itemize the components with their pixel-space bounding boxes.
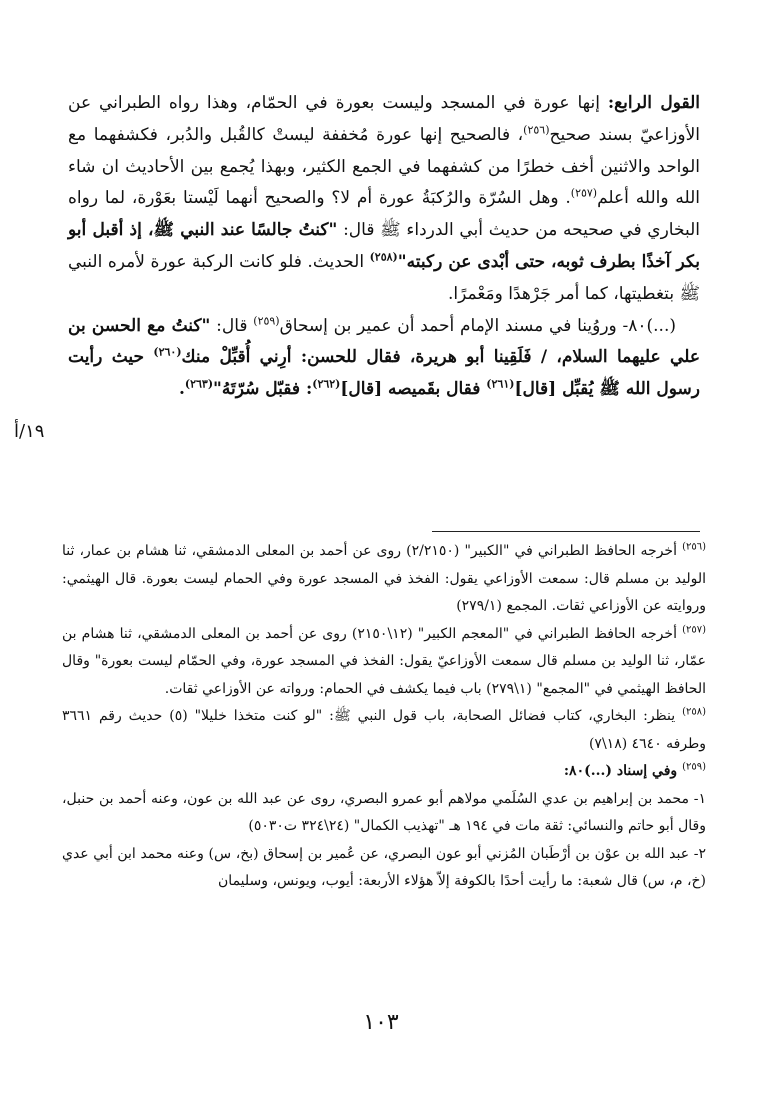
- footnote-text: وفي إسناد (...)٨٠:: [563, 763, 683, 779]
- footnote-text: ١- محمد بن إبراهيم بن عدي السُلَمي مولاهم أبو عمرو البصري، روى عن عبد الله بن عون، وعنه أحمد بن حنبل، وقال أبو حاتم والنسائي: ثقة مات في ١٩٤ هـ "تهذيب الكمال" (٢٤\٣٢٤ ت٥٠٣٠): [62, 790, 706, 834]
- hadith-quote: حيث رأيت رسول الله ﷺ يُقبِّل [قال]: [68, 347, 700, 400]
- paragraph-1: [68, 88, 700, 311]
- footnote-number: (٢٥٩): [682, 761, 706, 773]
- footnote-ref: (٢٦٠): [153, 345, 182, 359]
- footnote-number: (٢٥٨): [682, 706, 706, 718]
- main-text: [68, 88, 700, 406]
- footnote-text: ٢- عبد الله بن عوْن بن أرْطَبان المُزني أبو عون البصري، عن عُمير بن إسحاق (بخ، س) وعنه محمد ابن أبي عدي (خ، م، س) قال شعبة: ما رأيت أحدًا بالكوفة إلاّ هؤلاء الأربعة: أيوب، ويونس، وسليمان: [62, 845, 706, 889]
- footnote-ref: (٢٦١): [486, 377, 515, 391]
- footnote-ref: (٢٦٢): [312, 377, 341, 391]
- paragraph-text: . وهل السُرّة والرُكبَةُ عورة أم لا؟ والصحيح أنهما لَيْستا بعَوْرة، لما رواه البخاري في صحيحه من حديث أبي الدرداء ﷺ قال:: [68, 188, 700, 241]
- paragraph-text: ، فالصحيح إنها عورة مُخففة ليستْ كالقُبل والدُبر، فكشفهما مع الواحد والاثنين أخف خطرًا من كشفهما في الجمع الكثير، وبهذا يُجمع بين الأحاديث ان شاء الله والله أعلم: [68, 124, 700, 209]
- section-heading: القول الرابع:: [607, 93, 700, 113]
- footnote-number: (٢٥٧): [682, 623, 707, 635]
- paragraph-text: قال:: [210, 315, 254, 336]
- footnote-ref: (٢٦٣): [184, 377, 214, 391]
- footnote-text: ينظر: البخاري، كتاب فضائل الصحابة، باب قول النبي ﷺ: "لو كنت متخذا خليلا" (٥) حديث رقم ٣٦٦١ وطرفه ٤٦٤٠ (١٨\٧): [62, 708, 706, 752]
- footnote-259: [62, 758, 706, 786]
- footnote-number: (٢٥٦): [682, 541, 706, 553]
- footnote-separator: [432, 531, 700, 532]
- page-number: ١٠٣: [363, 1010, 399, 1035]
- footnote-257: [62, 621, 706, 704]
- paragraph-text: (...)٨٠- وروُينا في مسند الإمام أحمد أن عمير بن إسحاق: [279, 315, 676, 336]
- hadith-quote: : فقبّل سُرّتَهُ": [213, 379, 313, 400]
- footnote-ref: (٢٥٩): [253, 313, 280, 327]
- footnote-259-item-2: [62, 841, 706, 896]
- paragraph-text: إنها عورة في المسجد وليست بعورة في الحمّام، وهذا رواه الطبراني عن الأوزاعيّ بسند صحيح: [68, 93, 701, 145]
- footnote-258: [62, 703, 706, 758]
- hadith-quote: "كنتُ جالسًا عند النبي ﷺ، إذ أقبل أبو بكر آخذًا بطرف ثوبه، حتى أبْدى عن ركبته": [68, 220, 700, 272]
- footnote-text: أخرجه الحافظ الطبراني في "الكبير" (٢/٢١٥٠) روى عن أحمد بن المعلى الدمشقي، ثنا هشام بن عمار، ثنا الوليد بن مسلم قال: سمعت الأوزاعي يقول: الفخذ في المسجد عورة وفي الحمام ليست بعورة. قال الهيثمي: وروايته عن الأوزاعي ثقات. المجمع (٢٧٩/١): [62, 543, 706, 614]
- footnote-ref: (٢٥٧): [570, 186, 598, 200]
- footnote-ref: (٢٥٦): [523, 123, 550, 137]
- hadith-quote: فقال بقَميصه [قال]: [340, 379, 487, 400]
- footnote-259-item-1: [62, 786, 706, 841]
- paragraph-2: [68, 311, 700, 406]
- footnote-text: أخرجه الحافظ الطبراني في "المعجم الكبير" (١٢\٢١٥٠) روى عن أحمد بن المعلى الدمشقي، ثنا هشام بن عمّار، ثنا الوليد بن مسلم قال سمعت الأوزاعيّ يقول: الفخذ في المسجد عورة، وفي الحمّام ليست بعورة" وقال الحافظ الهيثمي في "المجمع" (١\٢٧٩) باب فيما يكشف في الحمام: ورواته عن الأوزاعي ثقات.: [62, 625, 706, 697]
- hadith-quote: "كنتُ مع الحسن بن علي عليهما السلام، / فَلَقِينا أبو هريرة، فقال للحسن: أرِني أُقبِّلْ منك: [68, 315, 700, 368]
- paragraph-text: الحديث. فلو كانت الركبة عورة لأمره النبي ﷺ بتغطيتها، كما أمر جَرْهدًا ومَعْمرًا.: [68, 251, 700, 304]
- footnote-ref: (٢٥٨): [369, 250, 398, 264]
- manuscript-folio-marker: ١٩/أ: [14, 421, 45, 442]
- footnote-256: [62, 538, 706, 621]
- paragraph-text: .: [178, 379, 185, 400]
- footnotes: [62, 538, 706, 896]
